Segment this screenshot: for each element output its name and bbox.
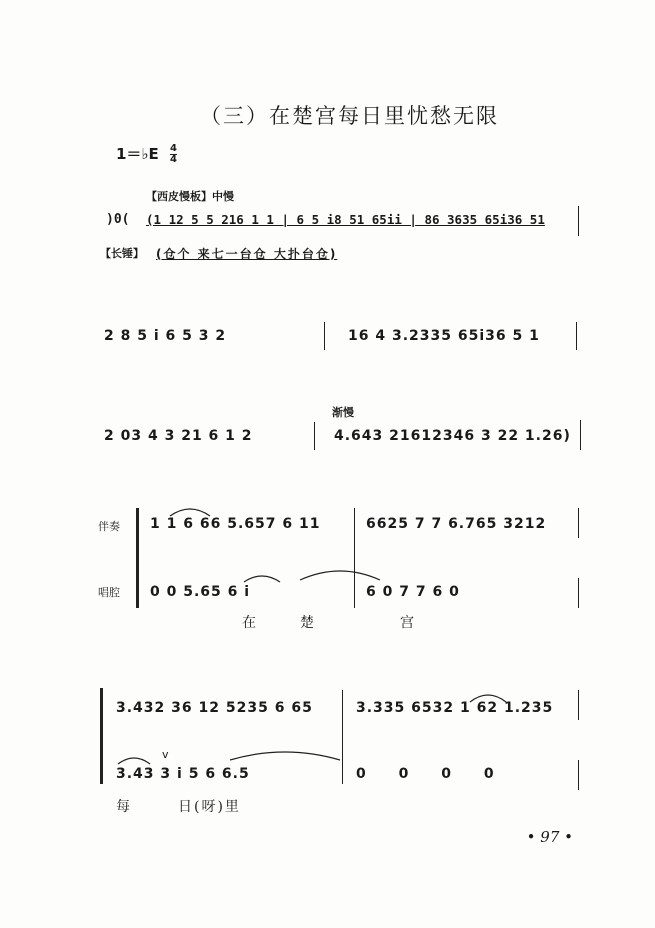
- system1-vocal-b: 6 0 7 7 6 0: [366, 584, 460, 600]
- line3-notes-b: 4.643 21612346 3 22 1.26): [334, 428, 571, 444]
- breath-mark: v: [162, 748, 169, 761]
- lyric: 在: [242, 615, 258, 631]
- percussion-label: 【长锤】: [100, 247, 144, 260]
- time-signature: $\frac{4}{4}$: [170, 143, 177, 165]
- percussion-pattern: (仓个 来七一台仓 大扑台仓): [156, 247, 338, 261]
- line2-notes-b: 16 4 3.2335 65i36 5 1: [348, 328, 540, 344]
- vocal-label: 唱腔: [98, 586, 120, 599]
- lyric: 日(呀)里: [178, 799, 241, 815]
- line3-notes-a: 2 03 4 3 21 6 1 2: [104, 428, 253, 444]
- system2-vocal-a: 3.43 3 i 5 6 6.5: [116, 766, 250, 782]
- intro-notes: (1 12 5 5 216 1 1 | 6 5 i8 51 65ii | 86 3635 65i36 51: [146, 212, 545, 227]
- tempo-mark: 渐慢: [332, 406, 354, 419]
- key-label: 1＝♭E: [116, 145, 159, 163]
- line2-notes-a: 2 8 5 i 6 5 3 2: [104, 328, 227, 344]
- lyric: 每: [116, 799, 132, 815]
- lyric: 楚: [300, 615, 316, 631]
- intro-prefix: )0(: [106, 212, 130, 227]
- system2-vocal-b: 0 0 0 0: [356, 766, 508, 782]
- system1-vocal-a: 0 0 5.65 6 i: [150, 584, 251, 600]
- accompaniment-label: 伴奏: [98, 520, 120, 533]
- page-title: （三）在楚宫每日里忧愁无限: [200, 104, 499, 128]
- lyric: 宫: [400, 615, 416, 631]
- mode-label: 【西皮慢板】中慢: [146, 190, 234, 203]
- system2-accomp-a: 3.432 36 12 5235 6 65: [116, 700, 313, 716]
- page-number: • 97 •: [526, 828, 573, 846]
- system1-accomp-b: 6625 7 7 6.765 3212: [366, 516, 547, 532]
- system1-accomp-a: 1 1 6 66 5.657 6 11: [150, 516, 321, 532]
- system2-accomp-b: 3.335 6532 1 62 1.235: [356, 700, 554, 716]
